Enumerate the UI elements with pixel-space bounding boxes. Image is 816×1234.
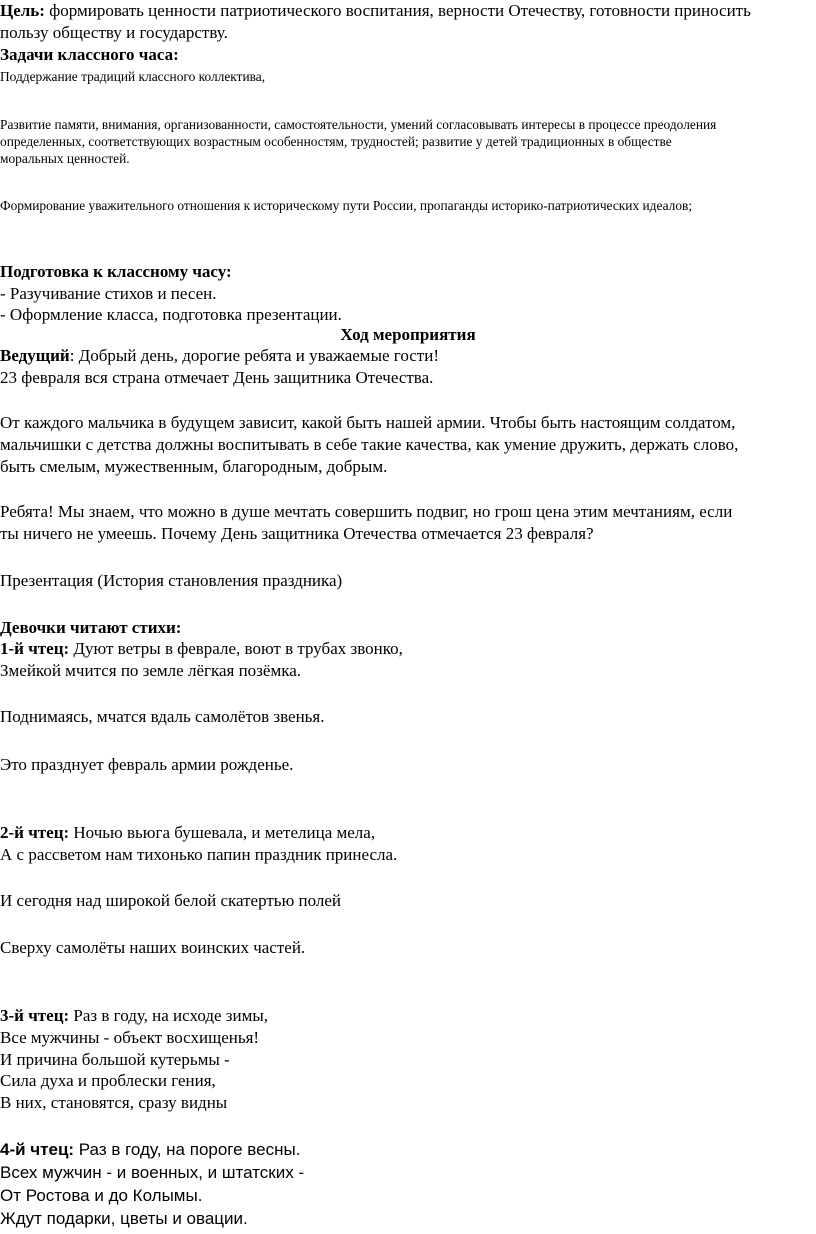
para1-line-2: мальчишки с детства должны воспитывать в себе такие качества, как умение дружить, держать слово, [0,435,739,454]
para2-line-1: Ребята! Мы знаем, что можно в душе мечтать совершить подвиг, но грош цена этим мечтаниям, если [0,502,733,521]
reader3-line-3: И причина большой кутерьмы - [0,1050,230,1069]
reader3-line-5: В них, становятся, сразу видны [0,1093,228,1112]
goal-line-1 [0,0,751,22]
task-item-2-line-3: моральных ценностей. [0,151,130,166]
reader2-text-1: Ночью вьюга бушевала, и метелица мела, [69,823,376,842]
goal-line-2: пользу обществу и государству. [0,23,228,42]
reader1-line-3: Поднимаясь, мчатся вдаль самолётов звенья. [0,707,325,726]
presentation-line: Презентация (История становления праздника) [0,571,343,590]
tasks-heading: Задачи классного часа: [0,45,179,64]
reader1-label: 1-й чтец: [0,639,70,658]
reader3-text-1: Раз в году, на исходе зимы, [69,1006,269,1025]
reader1-line-1 [0,638,403,660]
preparation-heading: Подготовка к классному часу: [0,262,232,281]
girls-heading: Девочки читают стихи: [0,618,182,637]
reader2-line-1 [0,822,375,844]
reader3-line-4: Сила духа и проблески гения, [0,1071,216,1090]
reader3-line-1 [0,1005,268,1027]
reader1-text-1: Дуют ветры в феврале, воют в трубах звонко, [69,639,403,658]
reader4-line-4: Ждут подарки, цветы и овации. [0,1209,248,1228]
host-label: Ведущий [0,346,70,365]
para1-line-1: От каждого мальчика в будущем зависит, какой быть нашей армии. Чтобы быть настоящим солдатом, [0,413,736,432]
task-item-2-line-2: определенных, соответствующих возрастным особенностям, трудностей; развитие у детей традиционных в обществе [0,134,672,149]
task-item-1: Поддержание традиций классного коллектива, [0,69,266,84]
task-item-2-line-1: Развитие памяти, внимания, организованности, самостоятельности, умений согласовывать интересы в процессе преодоления [0,117,717,132]
reader2-line-3: И сегодня над широкой белой скатертью полей [0,891,342,910]
reader3-label: 3-й чтец: [0,1006,70,1025]
para1-line-3: быть смелым, мужественным, благородным, добрым. [0,457,388,476]
task-item-3: Формирование уважительного отношения к историческому пути России, пропаганды историко-патриотических идеалов; [0,198,693,213]
host-text: : Добрый день, дорогие ребята и уважаемые гости! [69,346,439,365]
reader2-line-4: Сверху самолёты наших воинских частей. [0,938,306,957]
reader2-line-2: А с рассветом нам тихонько папин праздник принесла. [0,845,398,864]
reader4-text-1: Раз в году, на пороге весны. [74,1140,301,1159]
event-heading: Ход мероприятия [340,325,476,344]
reader3-line-2: Все мужчины - объект восхищенья! [0,1028,260,1047]
goal-text-1: формировать ценности патриотического воспитания, верности Отечеству, готовности приносить [44,1,751,20]
date-line: 23 февраля вся страна отмечает День защитника Отечества. [0,368,434,387]
reader4-line-1 [0,1139,300,1161]
host-greeting [0,345,439,367]
reader4-line-2: Всех мужчин - и военных, и штатских - [0,1163,305,1182]
reader4-label: 4-й чтец: [0,1140,75,1159]
reader1-line-4: Это празднует февраль армии рожденье. [0,755,294,774]
preparation-item-1: - Разучивание стихов и песен. [0,284,217,303]
reader4-line-3: От Ростова и до Колымы. [0,1186,203,1205]
preparation-item-2: - Оформление класса, подготовка презентации. [0,305,342,324]
goal-label: Цель: [0,1,45,20]
reader1-line-2: Змейкой мчится по земле лёгкая позёмка. [0,661,301,680]
para2-line-2: ты ничего не умеешь. Почему День защитника Отечества отмечается 23 февраля? [0,524,594,543]
reader2-label: 2-й чтец: [0,823,70,842]
